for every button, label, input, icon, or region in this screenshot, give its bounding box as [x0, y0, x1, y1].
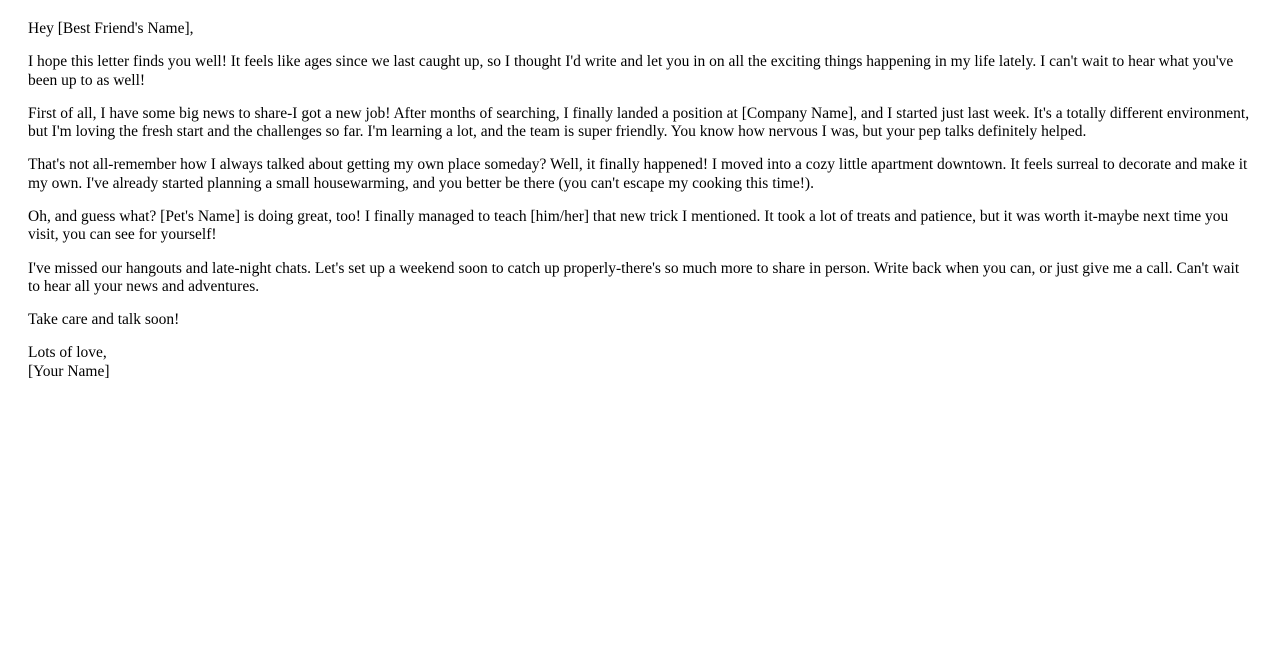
letter-signature-block: [28, 344, 1250, 381]
letter-paragraph-5: I've missed our hangouts and late-night chats. Let's set up a weekend soon to catch up properly-there's so much more to share in person. Write back when you can, or just give me a call. Can't wait to hear all your news and adventures.: [28, 259, 1240, 295]
letter-paragraph-2: First of all, I have some big news to share-I got a new job! After months of searching, I finally landed a position at [Company Name], and I started just last week. It's a totally different environment, but I'm loving the fresh start and the challenges so far. I'm learning a lot, and the team is super friendly. You know how nervous I was, but your pep talks definitely helped.: [28, 104, 1250, 141]
letter-paragraph-4: Oh, and guess what? [Pet's Name] is doing great, too! I finally managed to teach [him/her] that new trick I mentioned. It took a lot of treats and patience, but it was worth it-maybe next time you visit, you can see for yourself!: [28, 207, 1229, 244]
letter-paragraph-3: That's not all-remember how I always talked about getting my own place someday? Well, it finally happened! I moved into a cozy little apartment downtown. It feels surreal to decorate and make it my own. I've already started planning a small housewarming, and you better be there (you can't escape my cooking this time!).: [28, 156, 1248, 192]
letter-signature-name: [Your Name]: [28, 362, 110, 380]
letter-paragraph-1: I hope this letter finds you well! It feels like ages since we last caught up, so I thought I'd write and let you in on all the exciting things happening in my life lately. I can't wait to hear what you've been up to as well!: [28, 53, 1234, 89]
letter-paragraph-6: Take care and talk soon!: [28, 311, 180, 329]
letter-closing: Lots of love,: [28, 344, 107, 362]
letter-greeting: Hey [Best Friend's Name],: [28, 20, 194, 37]
